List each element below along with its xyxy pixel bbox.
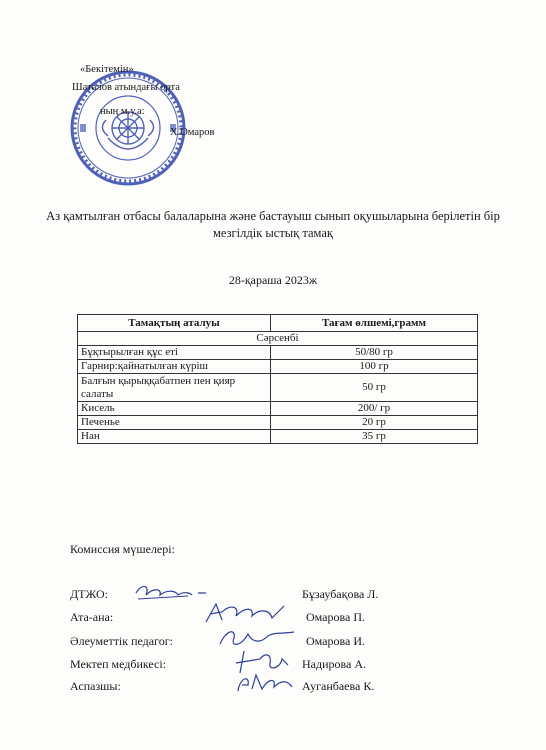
table-row	[78, 416, 478, 430]
table-header-row	[78, 315, 478, 332]
dish-name: Гарнир:қайнатылған күріш	[78, 360, 271, 374]
table-row	[78, 402, 478, 416]
day-label: Сәрсенбі	[78, 332, 478, 346]
member-role: Ата-ана:	[70, 610, 114, 624]
document-title: Аз қамтылған отбасы балаларына және бастауыш сынып оқушыларына берілетін бір мезгілдік ыстық тамақ	[46, 209, 500, 240]
dish-amount: 200/ гр	[271, 402, 478, 416]
dish-name: Бұқтырылған құс еті	[78, 346, 271, 360]
dish-amount: 35 гр	[271, 430, 478, 444]
dish-amount: 100 гр	[271, 360, 478, 374]
member-role: ДТЖО:	[70, 587, 108, 601]
menu-table	[77, 314, 478, 444]
table-row	[78, 430, 478, 444]
member-role: Әлеуметтік педагог:	[70, 634, 173, 648]
director-name: Х.Омаров	[170, 127, 215, 138]
approval-block	[60, 56, 290, 186]
member-name: Бұзаубақова Л.	[302, 587, 379, 601]
table-row	[78, 346, 478, 360]
dish-name: Кисель	[78, 402, 271, 416]
dish-name: Печенье	[78, 416, 271, 430]
signature-row	[70, 677, 490, 699]
member-name: Омарова И.	[306, 634, 366, 648]
table-row	[78, 360, 478, 374]
member-role: Мектеп медбикесі:	[70, 657, 167, 671]
member-name: Ауганбаева К.	[302, 679, 375, 693]
dish-amount: 20 гр	[271, 416, 478, 430]
dish-amount: 50 гр	[271, 374, 478, 402]
director-title-line: ның м.у.а:	[100, 106, 145, 117]
day-row	[78, 332, 478, 346]
member-name: Омарова П.	[306, 610, 366, 624]
dish-name: Нан	[78, 430, 271, 444]
school-name-line: Шаталов атындағы орта	[72, 82, 180, 93]
document-date: 28-қараша 2023ж	[228, 273, 318, 287]
column-header-dish: Тамақтың аталуы	[78, 315, 271, 332]
commission-heading: Комиссия мүшелері:	[70, 542, 175, 556]
member-role: Аспазшы:	[70, 679, 121, 693]
member-name: Надирова А.	[302, 657, 367, 671]
table-row	[78, 374, 478, 402]
handwritten-signature	[230, 669, 300, 697]
column-header-amount: Тағам өлшемі,грамм	[271, 315, 478, 332]
dish-amount: 50/80 гр	[271, 346, 478, 360]
dish-name: Балғын қырыққабатпен пен қияр салаты	[78, 374, 271, 402]
approval-header: «Бекітемін»	[80, 64, 134, 75]
